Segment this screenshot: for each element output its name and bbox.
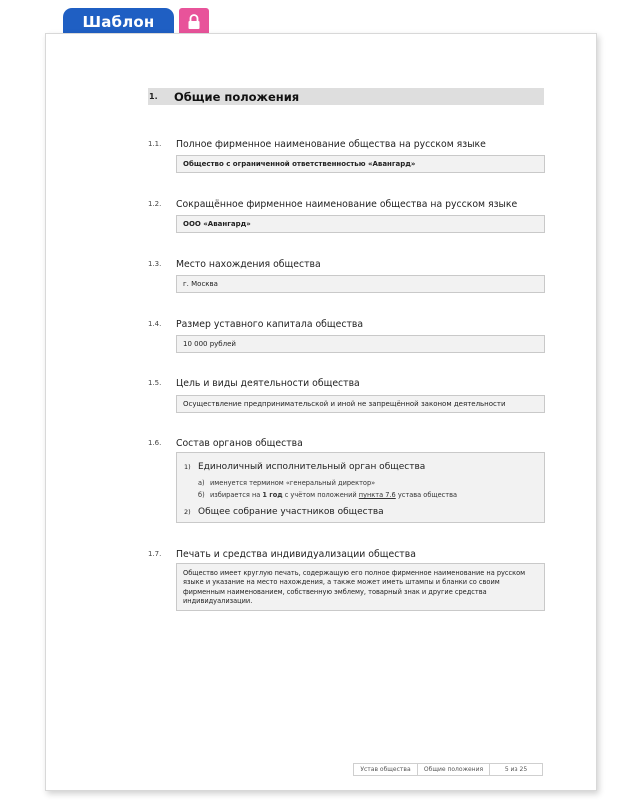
item-label: Состав органов общества: [176, 438, 303, 449]
item-number: 1.5.: [148, 379, 162, 387]
item-label: Сокращённое фирменное наименование общества на русском языке: [176, 199, 518, 210]
location-field[interactable]: г. Москва: [176, 275, 545, 293]
organ-general-meeting: [184, 507, 384, 517]
item-label: Цель и виды деятельности общества: [176, 378, 360, 389]
term-value: 1 год: [262, 491, 283, 499]
template-tab-label: Шаблон: [82, 13, 155, 31]
item-number: 1.3.: [148, 260, 162, 268]
footer-section: Общие положения: [418, 764, 490, 775]
organ-sub-b: [198, 491, 457, 499]
document-page: [45, 33, 597, 791]
sub-text: именуется термином «генеральный директор»: [210, 479, 376, 487]
item-label: Полное фирменное наименование общества на русском языке: [176, 139, 486, 150]
footer-page-number: 5 из 25: [504, 766, 528, 773]
organ-sub-a: [198, 479, 375, 487]
seal-textbox[interactable]: Общество имеет круглую печать, содержащую его полное фирменное наименование на русском языке и указание на место нахождения, а также может иметь штампы и бланки со своим фирменным наименованием, собственную эмблему, товарный знак и другие средства индивидуализации.: [176, 563, 545, 611]
item-label: Размер уставного капитала общества: [176, 319, 364, 330]
page-footer: [353, 763, 543, 776]
organ-executive: [184, 462, 425, 472]
lock-icon: [187, 14, 201, 30]
activity-field[interactable]: Осуществление предпринимательской и иной не запрещённой законом деятельности: [176, 395, 545, 413]
section-number: 1.: [149, 92, 158, 101]
clause-link[interactable]: пункта 7.6: [358, 491, 396, 499]
organ-number: 2): [184, 508, 191, 516]
sub-text-mid: с учётом положений: [282, 491, 359, 499]
organ-text: Единоличный исполнительный орган общества: [198, 462, 426, 472]
footer-document: Устав общества: [354, 764, 418, 775]
item-number: 1.7.: [148, 550, 162, 558]
organ-number: 1): [184, 463, 191, 471]
section-header: [148, 88, 544, 105]
template-tab[interactable]: [63, 8, 174, 36]
organs-box[interactable]: [176, 452, 545, 523]
section-title: Общие положения: [174, 89, 300, 104]
sub-text-post: устава общества: [395, 491, 458, 499]
short-name-field[interactable]: ООО «Авангард»: [176, 215, 545, 233]
lock-tab[interactable]: [179, 8, 209, 36]
capital-field[interactable]: 10 000 рублей: [176, 335, 545, 353]
item-label: Печать и средства индивидуализации общества: [176, 549, 416, 560]
item-number: 1.6.: [148, 439, 162, 447]
sub-number: б): [198, 491, 205, 499]
sub-text-pre: избирается на: [210, 491, 263, 499]
item-number: 1.2.: [148, 200, 162, 208]
item-number: 1.4.: [148, 320, 162, 328]
sub-number: а): [198, 479, 205, 487]
full-name-field[interactable]: Общество с ограниченной ответственностью «Авангард»: [176, 155, 545, 173]
item-label: Место нахождения общества: [176, 259, 321, 270]
organ-text: Общее собрание участников общества: [198, 507, 384, 517]
item-number: 1.1.: [148, 140, 162, 148]
